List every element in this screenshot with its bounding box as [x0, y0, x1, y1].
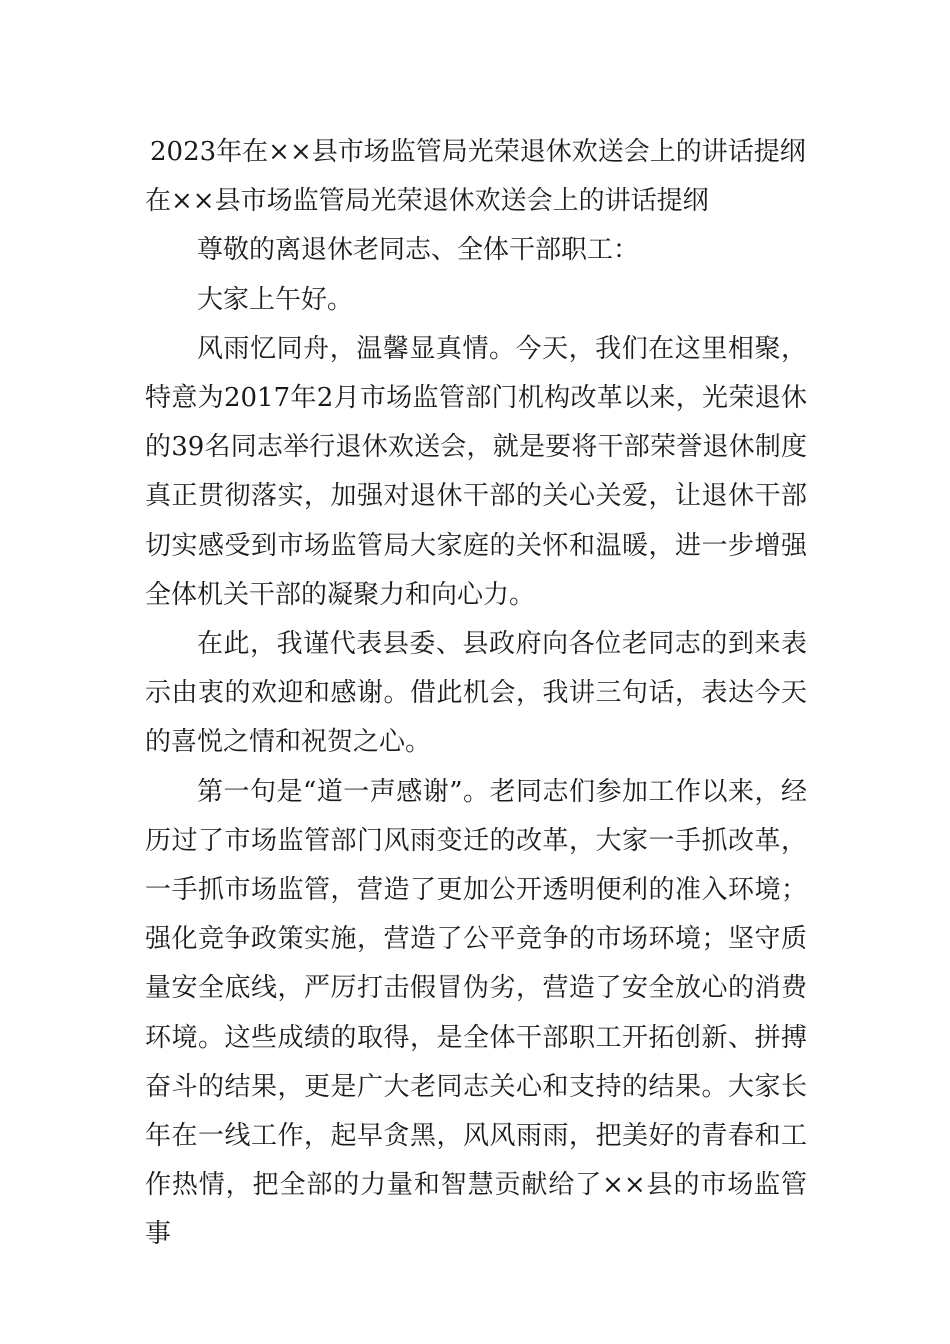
body-paragraph: 风雨忆同舟，温馨显真情。今天，我们在这里相聚，特意为2017年2月市场监管部门机构改革以来，光荣退休的39名同志举行退休欢送会，就是要将干部荣誉退休制度真正贯彻落实，加强对退休干部的关心关爱，让退休干部切实感受到市场监管局大家庭的关怀和温暖，进一步增强全体机关干部的凝聚力和向心力。: [145, 333, 807, 610]
greeting: 大家上午好。: [197, 284, 354, 315]
body-paragraph: 第一句是“道一声感谢”。老同志们参加工作以来，经历过了市场监管部门风雨变迁的改革，大家一手抓改革，一手抓市场监管，营造了更加公开透明便利的准入环境；强化竞争政策实施，营造了公平竞争的市场环境；坚守质量安全底线，严厉打击假冒伪劣，营造了安全放心的消费环境。这些成绩的取得，是全体干部职工开拓创新、拼搏奋斗的结果，更是广大老同志关心和支持的结果。大家长年在一线工作，起早贪黑，风风雨雨，把美好的青春和工作热情，把全部的力量和智慧贡献给了××县的市场监管事: [145, 776, 807, 1250]
document-title: 2023年在××县市场监管局光荣退休欢送会上的讲话提纲: [150, 137, 806, 167]
document-page: [145, 128, 807, 1260]
body-paragraph: 在此，我谨代表县委、县政府向各位老同志的到来表示由衷的欢迎和感谢。借此机会，我讲三句话，表达今天的喜悦之情和祝贺之心。: [145, 629, 807, 758]
document-subtitle: 在××县市场监管局光荣退休欢送会上的讲话提纲: [145, 186, 709, 217]
salutation: 尊敬的离退休老同志、全体干部职工：: [197, 235, 640, 266]
